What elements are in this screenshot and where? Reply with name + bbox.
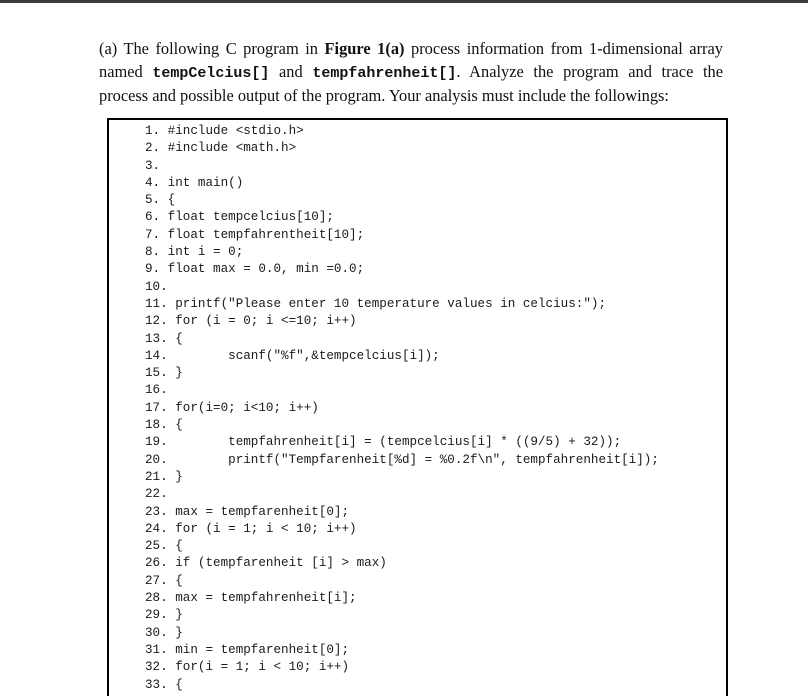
code-line: 30. } bbox=[145, 625, 183, 640]
code-line: 29. } bbox=[145, 608, 183, 623]
code-line: 24. for (i = 1; i < 10; i++) bbox=[145, 521, 357, 536]
code-line: 21. } bbox=[145, 469, 183, 484]
code-line: 1. #include <stdio.h> bbox=[145, 124, 304, 138]
code-line: 9. float max = 0.0, min =0.0; bbox=[145, 262, 365, 277]
array-name-fahrenheit: tempfahrenheit[] bbox=[312, 64, 457, 82]
question-paragraph bbox=[99, 38, 723, 108]
code-line: 31. min = tempfarenheit[0]; bbox=[145, 642, 350, 657]
code-line: 20. printf("Tempfarenheit[%d] = %0.2f\n", tempfahrenheit[i]); bbox=[145, 452, 659, 467]
code-line: 6. float tempcelcius[10]; bbox=[145, 210, 334, 225]
code-line: 16. bbox=[145, 383, 168, 398]
code-line: 10. bbox=[145, 279, 168, 294]
question-part-label: (a) bbox=[99, 39, 118, 58]
top-divider bbox=[0, 0, 808, 3]
code-line: 13. { bbox=[145, 331, 183, 346]
code-line: 14. scanf("%f",&tempcelcius[i]); bbox=[145, 348, 440, 363]
question-text-4: . Analyze the program and trace the process and possible output of the program. Your analysis must include the followings: bbox=[99, 61, 723, 105]
code-line: 15. } bbox=[145, 366, 183, 381]
question-text-1: The following C program in bbox=[123, 39, 318, 58]
code-line: 22. bbox=[145, 487, 168, 502]
code-line: 11. printf("Please enter 10 temperature values in celcius:"); bbox=[145, 296, 607, 311]
code-line: 19. tempfahrenheit[i] = (tempcelcius[i] * ((9/5) + 32)); bbox=[145, 435, 622, 450]
code-line: 17. for(i=0; i<10; i++) bbox=[145, 400, 319, 415]
code-line: 18. { bbox=[145, 418, 183, 433]
code-line: 3. bbox=[145, 158, 161, 173]
question-text-3: and bbox=[279, 61, 303, 81]
code-line: 5. { bbox=[145, 193, 176, 208]
code-line: 23. max = tempfarenheit[0]; bbox=[145, 504, 350, 519]
array-name-celcius: tempCelcius[] bbox=[152, 64, 270, 82]
code-line: 33. { bbox=[145, 677, 183, 692]
code-line: 28. max = tempfahrenheit[i]; bbox=[145, 591, 357, 606]
code-line: 7. float tempfahrentheit[10]; bbox=[145, 227, 365, 242]
code-listing bbox=[145, 123, 659, 694]
code-line: 2. #include <math.h> bbox=[145, 141, 297, 156]
code-line: 12. for (i = 0; i <=10; i++) bbox=[145, 314, 357, 329]
code-line: 27. { bbox=[145, 573, 183, 588]
code-line: 32. for(i = 1; i < 10; i++) bbox=[145, 660, 350, 675]
question-text-2: process information from 1-dimensional array named bbox=[99, 39, 723, 81]
figure-reference: Figure 1(a) bbox=[324, 39, 405, 58]
code-line: 25. { bbox=[145, 539, 183, 554]
code-line: 26. if (tempfarenheit [i] > max) bbox=[145, 556, 387, 571]
code-line: 8. int i = 0; bbox=[145, 245, 244, 260]
code-line: 4. int main() bbox=[145, 175, 244, 190]
